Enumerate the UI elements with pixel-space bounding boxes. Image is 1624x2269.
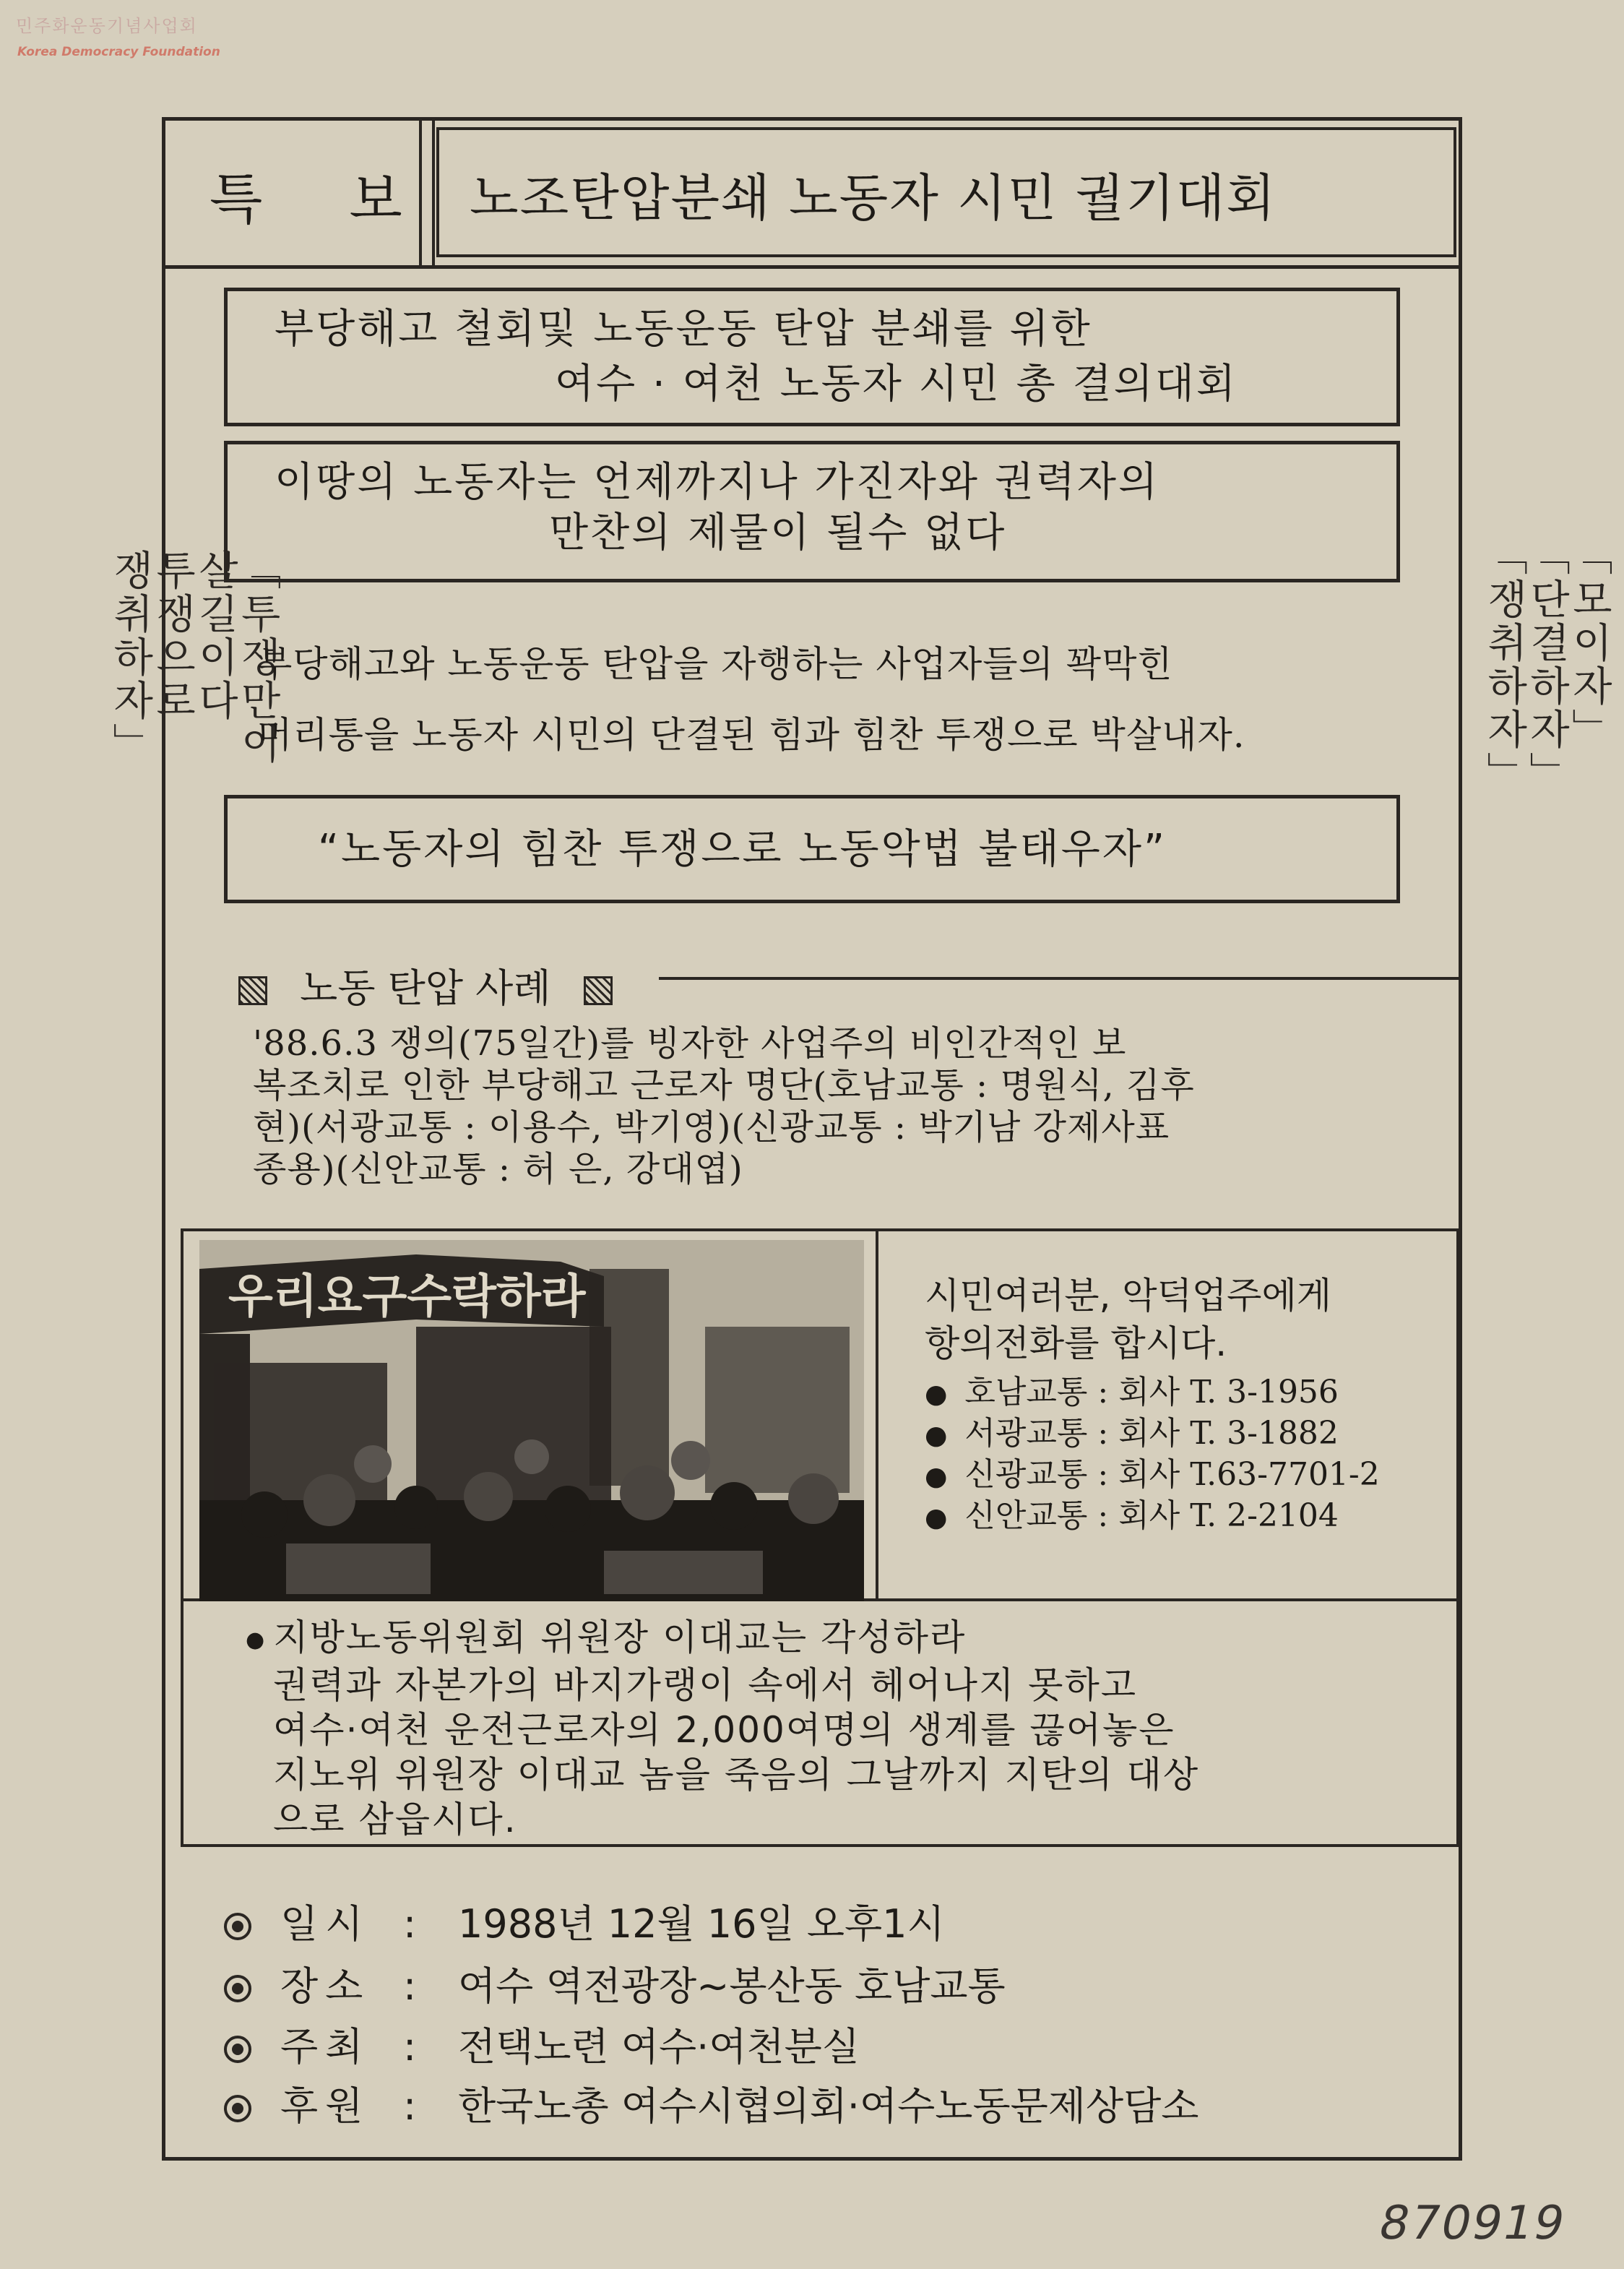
statement-line1: 이땅의 노동자는 언제까지나 가진자와 권력자의: [275, 459, 1160, 506]
right-slogan-line: 「쟁취하자」: [1480, 535, 1528, 795]
appeal-paragraph-line2: 머리통을 노동자 시민의 단결된 힘과 힘찬 투쟁으로 박살내자.: [257, 714, 1245, 756]
phone-appeal-line2: 항의전화를 합시다.: [925, 1322, 1227, 1364]
protest-photo: [199, 1240, 864, 1601]
notice-line: 여수·여천 운전근로자의 2,000여명의 생계를 끊어놓은: [273, 1708, 1175, 1751]
phone-list-item: ● 호남교통 : 회사 T. 3-1956: [925, 1373, 1380, 1414]
info-key: 후원: [280, 2083, 371, 2129]
info-row-place: [224, 1955, 1006, 2011]
bullseye-icon: [224, 2095, 251, 2122]
phone-appeal: [925, 1272, 1331, 1367]
left-slogan-line: 「투쟁만이: [234, 549, 282, 766]
info-key: 장소: [280, 1963, 371, 2009]
case-line: 현)(서광교통 : 이용수, 박기영)(신광교통 : 박기남 강제사표: [253, 1107, 1170, 1148]
notice-line: 권력과 자본가의 바지가랭이 속에서 헤어나지 못하고: [273, 1663, 1138, 1706]
rally-name-line1: 부당해고 철회및 노동운동 탄압 분쇄를 위한: [275, 306, 1092, 353]
case-list: [253, 1022, 1445, 1190]
info-colon: :: [403, 2083, 417, 2129]
info-colon: :: [403, 1901, 417, 1947]
phone-list-item: ● 신안교통 : 회사 T. 2-2104: [925, 1497, 1380, 1538]
right-slogan-line: 「모이자」: [1565, 535, 1613, 752]
photo-divider: [876, 1228, 878, 1600]
appeal-paragraph-line1: 부당해고와 노동운동 탄압을 자행하는 사업자들의 꽉막힌: [257, 643, 1173, 685]
case-line: '88.6.3 쟁의(75일간)를 빙자한 사업주의 비인간적인 보: [253, 1023, 1127, 1064]
section-heading: [238, 957, 613, 1013]
hatched-square-icon: [238, 976, 267, 1005]
case-line: 종용)(신안교통 : 허 은, 강대엽): [253, 1149, 743, 1189]
rally-name-line2: 여수 · 여천 노동자 시민 총 결의대회: [555, 361, 1238, 408]
labor-committee-notice: [246, 1615, 1430, 1842]
info-key: 주최: [280, 2024, 371, 2070]
info-colon: :: [403, 1963, 417, 2009]
notice-line: 지노위 위원장 이대교 놈을 죽음의 그날까지 지탄의 대상: [273, 1753, 1200, 1796]
right-side-slogan: [1480, 535, 1613, 838]
hatched-square-icon: [584, 976, 613, 1005]
info-key: 일시: [280, 1901, 371, 1947]
info-colon: :: [403, 2024, 417, 2070]
watermark-logo-text: 민주화운동기념사업회: [16, 16, 198, 36]
bullseye-icon: [224, 1975, 251, 2002]
page-title: 노조탄압분쇄 노동자 시민 궐기대회: [470, 168, 1277, 228]
info-row-host: [224, 2016, 860, 2072]
banner-text: 우리요구수락하라: [228, 1270, 586, 1324]
special-report-label: 특보: [210, 167, 489, 231]
notice-line: 으로 삼읍시다.: [273, 1798, 517, 1840]
phone-appeal-line1: 시민여러분, 악덕업주에게: [925, 1275, 1332, 1317]
info-value: 전택노련 여수·여천분실: [458, 2024, 860, 2070]
info-row-date: [224, 1893, 945, 1949]
section-title: 노동 탄압 사례: [300, 965, 551, 1011]
phone-list-item: ● 신광교통 : 회사 T.63-7701-2: [925, 1455, 1380, 1497]
statement-line2: 만찬의 제물이 될수 없다: [549, 509, 1007, 556]
notice-line: ● 지방노동위원회 위원장 이대교는 각성하라: [246, 1615, 1430, 1663]
phone-list: [925, 1373, 1380, 1538]
left-slogan-line: 쟁취하자」: [106, 549, 154, 766]
right-slogan-line: 「단결하자」: [1523, 535, 1571, 795]
case-line: 복조치로 인한 부당해고 근로자 명단(호남교통 : 명원식, 김후: [253, 1065, 1195, 1106]
handwritten-archive-number: 870919: [1374, 2197, 1571, 2250]
watermark-english-text: Korea Democracy Foundation: [17, 45, 220, 59]
info-value: 한국노총 여수시협의회·여수노동문제상담소: [458, 2083, 1199, 2129]
bullseye-icon: [224, 1913, 251, 1940]
section-rule: [659, 977, 1462, 980]
phone-list-item: ● 서광교통 : 회사 T. 3-1882: [925, 1414, 1380, 1455]
info-value: 1988년 12월 16일 오후1시: [458, 1901, 945, 1947]
left-slogan-line: 투쟁으로: [149, 549, 196, 723]
bullseye-icon: [224, 2036, 251, 2063]
slogan-text: “노동자의 힘찬 투쟁으로 노동악법 불태우자”: [318, 826, 1167, 873]
info-row-sponsor: [224, 2075, 1198, 2131]
info-value: 여수 역전광장~봉산동 호남교통: [458, 1963, 1006, 2009]
left-slogan-line: 살길이다: [191, 549, 239, 723]
